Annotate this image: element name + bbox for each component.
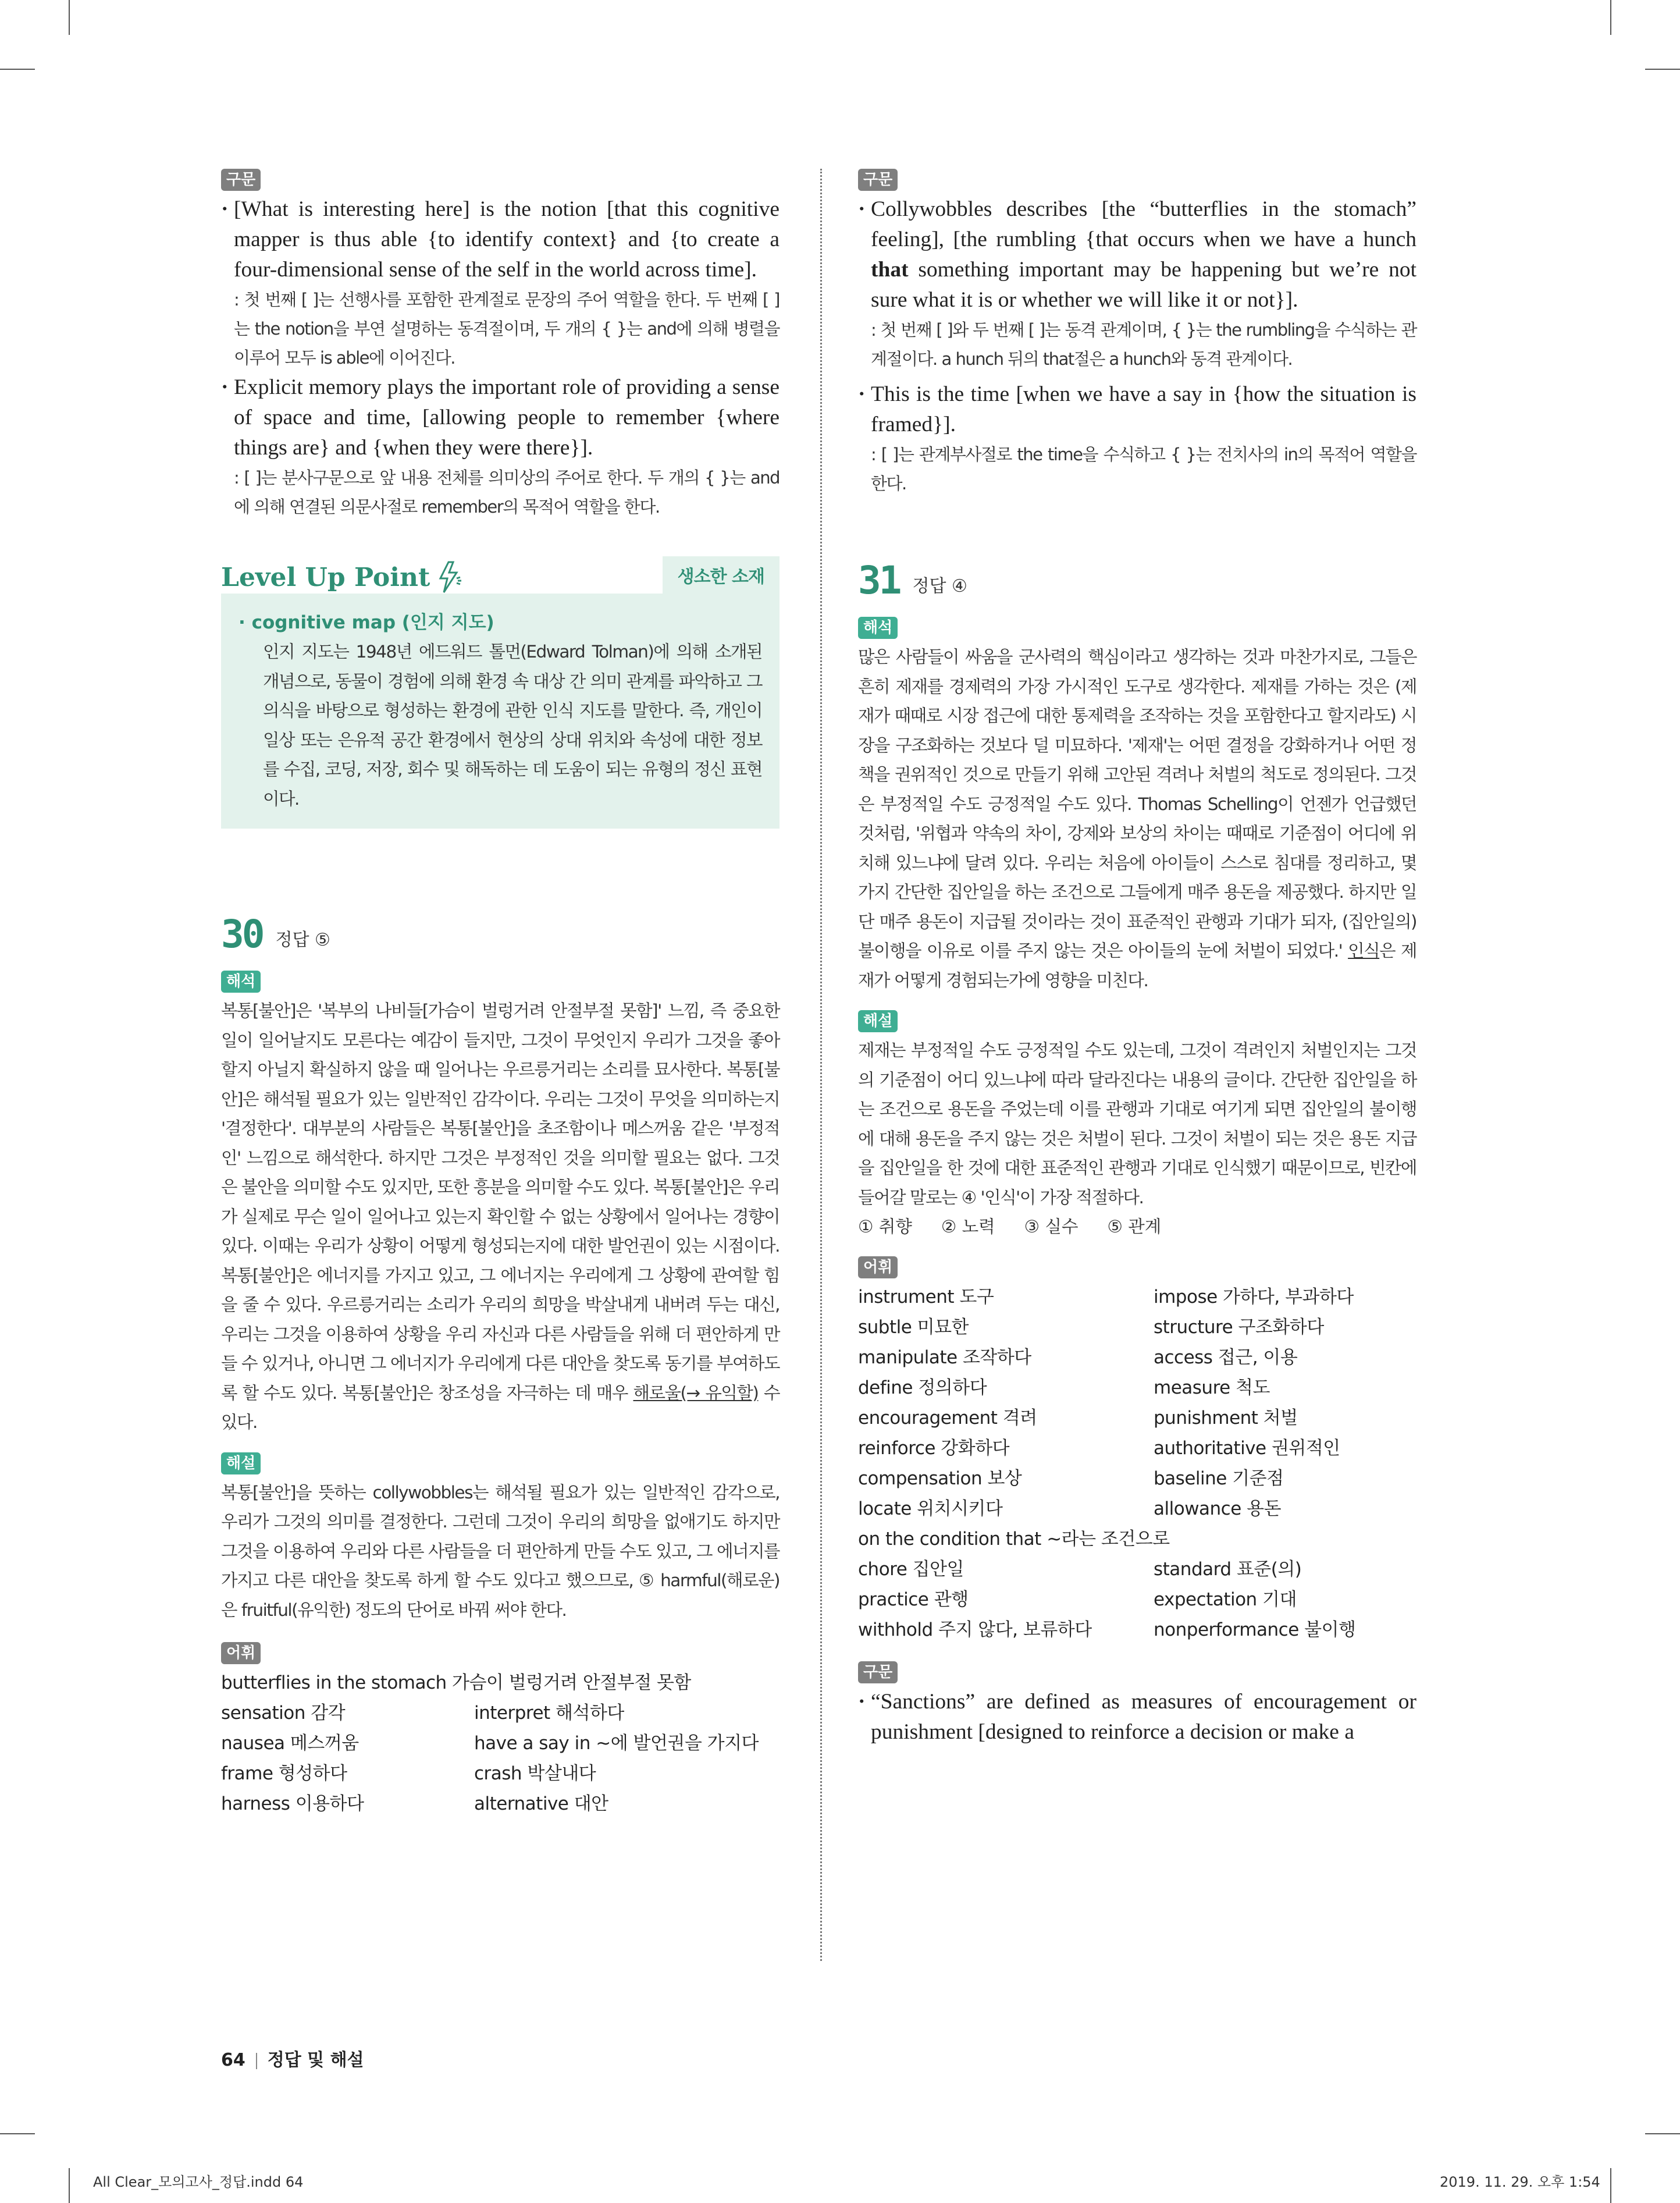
vocab-item: practice 관행: [858, 1589, 969, 1610]
crop-mark: [0, 69, 35, 70]
choice-item: ③ 실수: [1024, 1217, 1079, 1236]
choice-item: ① 취향: [858, 1217, 912, 1236]
vocab-list: [858, 1282, 1416, 1645]
print-slug-date: 2019. 11. 29. 오후 1:54: [1440, 2174, 1600, 2190]
question-number: 30: [221, 912, 263, 957]
question-number: 31: [858, 558, 900, 603]
gumun-note-2: : [ ]는 관계부사절로 the time을 수식하고 { }는 전치사의 in의 목적어 역할을 한다.: [871, 445, 1416, 493]
gumun-badge: 구문: [858, 169, 898, 191]
vocab-item: measure 척도: [1154, 1377, 1270, 1398]
vocab-item: allowance 용돈: [1154, 1498, 1282, 1519]
answer-label: 정답 ④: [912, 576, 967, 596]
vocab-item: compensation 보상: [858, 1468, 1022, 1489]
gumun-sentence-1: · [What is interesting here] is the notion [that this cognitive mapper is thus able {to identify context} and {to create a four-dimensional sense of the self in the world across time].: [221, 194, 780, 285]
level-up-body: 인지 지도는 1948년 에드워드 톨먼(Edward Tolman)에 의해 소개된 개념으로, 동물이 경험에 의해 환경 속 대상 간 의미 관계를 파악하고 그 의식을 바탕으로 형성하는 환경에 관한 인식 지도를 말한다. 즉, 개인이 일상 또는 은유적 공간 환경에서 현상의 상대 위치와 속성에 대한 정보를 수집, 코딩, 저장, 회수 및 해독하는 데 도움이 되는 유형의 정신 표현이다.: [263, 642, 762, 809]
gumun-note-2: : [ ]는 분사구문으로 앞 내용 전체를 의미상의 주어로 한다. 두 개의 { }는 and에 의해 연결된 의문사절로 remember의 목적어 역할을 한다.: [234, 468, 780, 517]
crop-mark: [1610, 2168, 1611, 2203]
level-up-point: [221, 553, 780, 829]
vocab-item: sensation 감각: [221, 1703, 346, 1724]
vocab-item: instrument 도구: [858, 1287, 994, 1307]
gumun-note-1: : 첫 번째 [ ]와 두 번째 [ ]는 동격 관계이며, { }는 the rumbling을 수식하는 관계절이다. a hunch 뒤의 that절은 a hunch와 동격 관계이다.: [871, 320, 1416, 369]
haeseok-badge: 해석: [221, 971, 261, 993]
vocab-item: harness 이용하다: [221, 1793, 364, 1814]
column-divider: [820, 169, 822, 1961]
vocab-item: have a say in ~에 발언권을 가지다: [474, 1733, 759, 1754]
vocab-item: define 정의하다: [858, 1377, 987, 1398]
haeseok-text: 많은 사람들이 싸움을 군사력의 핵심이라고 생각하는 것과 마찬가지로, 그들은 흔히 제재를 경제력의 가장 가시적인 도구로 생각한다. 제재를 가하는 것은 (제재가 때때로 시장 접근에 대한 통제력을 조작하는 것을 포함한다고 할지라도) 시장을 구조화하는 것보다 덜 미묘하다. '제재'는 어떤 결정을 강화하거나 어떤 정책을 권위적인 것으로 만들기 위해 고안된 격려나 처벌의 척도로 정의된다. 그것은 부정적일 수도 긍정적일 수도 있다. Thomas Schelling이 언젠가 언급했던 것처럼, '위협과 약속의 차이, 강제와 보상의 차이는 때때로 기준점이 어디에 위치해 있느냐에 달려 있다. 우리는 처음에 아이들이 스스로 침대를 정리하고, 몇 가지 간단한 집안일을 하는 조건으로 그들에게 매주 용돈을 제공했다. 하지만 일단 매주 용돈이 지급될 것이라는 것이 표준적인 관행과 기대가 되자, (집안일의) 불이행을 이유로 이를 주지 않는 것은 아이들의 눈에 처벌이 되었다.' 인식은 제재가 어떻게 경험되는가에 영향을 미친다.: [858, 647, 1416, 990]
vocab-item: punishment 처벌: [1154, 1408, 1298, 1429]
footer-separator: [256, 2053, 257, 2069]
vocab-item: manipulate 조작하다: [858, 1347, 1031, 1368]
vocab-item: alternative 대안: [474, 1793, 608, 1814]
haeseol-badge: 해설: [221, 1452, 261, 1474]
vocab-item: nausea 메스꺼움: [221, 1733, 359, 1754]
section-title: 정답 및 해설: [267, 2050, 364, 2070]
vocab-item: expectation 기대: [1154, 1589, 1297, 1610]
right-column: [858, 169, 1416, 1747]
crop-mark: [1645, 2133, 1680, 2134]
left-gumun-section: [221, 169, 780, 521]
left-column: [221, 169, 780, 1819]
gumun-sentence-2: · This is the time [when we have a say in {how the situation is framed}].: [858, 379, 1416, 440]
crop-mark: [69, 2168, 70, 2203]
haeseol-text: 복통[불안]을 뜻하는 collywobbles는 해석될 필요가 있는 일반적인 감각으로, 우리가 그것의 의미를 결정한다. 그런데 그것이 우리의 희망을 없애기도 하지만 그것을 이용하여 우리와 다른 사람들을 더 편안하게 만들 수도 있고, 그 에너지를 가지고 다른 대안을 찾도록 하게 할 수도 있다고 했으므로, ⑤ harmful(해로운)은 fruitful(유익한) 정도의 단어로 바꿔 써야 한다.: [221, 1482, 780, 1620]
haeseol-badge: 해설: [858, 1010, 898, 1032]
gumun-sentence: · “Sanctions” are defined as measures of encouragement or punishment [designed to reinforce a decision or make a: [858, 1687, 1416, 1747]
gumun-sentence-1: · Collywobbles describes [the “butterflies in the stomach” feeling], [the rumbling {that occurs when we have a hunch that something important may be happening but we’re not sure what it is or whether we will like it or not}].: [858, 194, 1416, 315]
underlined-word: 인식: [1348, 941, 1380, 961]
vocab-item: baseline 기준점: [1154, 1468, 1284, 1489]
vocab-item: reinforce 강화하다: [858, 1438, 1010, 1459]
vocab-item: subtle 미묘한: [858, 1317, 969, 1338]
gumun-sentence-2: · Explicit memory plays the important role of providing a sense of space and time, [allowing people to remember {where things are} and {when they were there}].: [221, 372, 780, 463]
level-up-tag: 생소한 소재: [663, 556, 780, 594]
vocab-item: crash 박살내다: [474, 1763, 596, 1784]
level-up-title: Level Up Point: [221, 562, 430, 592]
haeseol-text: 제재는 부정적일 수도 긍정적일 수도 있는데, 그것이 격려인지 처벌인지는 그것의 기준점이 어디 있느냐에 따라 달라진다는 내용의 글이다. 간단한 집안일을 하는 조건으로 용돈을 주었는데 이를 관행과 기대로 여기게 되면 집안일의 불이행에 대해 용돈을 주지 않는 것은 처벌이 된다. 그것이 처벌이 되는 것은 용돈 지급을 집안일을 한 것에 대한 표준적인 관행과 기대로 인식했기 때문이므로, 빈칸에 들어갈 말로는 ④ '인식'이 가장 적절하다.: [858, 1040, 1416, 1207]
vocab-item: butterflies in the stomach 가슴이 벌렁거려 안절부절 못함: [221, 1672, 691, 1693]
vocab-item: withhold 주지 않다, 보류하다: [858, 1619, 1092, 1640]
crop-mark: [1645, 69, 1680, 70]
vocab-item: nonperformance 불이행: [1154, 1619, 1356, 1640]
vocab-item: impose 가하다, 부과하다: [1154, 1287, 1354, 1307]
question-31: [858, 558, 1416, 1747]
haeseok-badge: 해석: [858, 617, 898, 639]
vocab-item: on the condition that ~라는 조건으로: [858, 1529, 1170, 1550]
vocab-item: interpret 해석하다: [474, 1703, 624, 1724]
vocab-badge: 어휘: [221, 1642, 261, 1664]
crop-mark: [1610, 0, 1611, 35]
crop-mark: [0, 2133, 35, 2134]
choice-item: ② 노력: [941, 1217, 995, 1236]
choice-list: [858, 1212, 1416, 1241]
answer-label: 정답 ⑤: [275, 930, 330, 950]
vocab-item: chore 집안일: [858, 1559, 964, 1580]
vocab-badge: 어휘: [858, 1256, 898, 1278]
gumun-note-1: : 첫 번째 [ ]는 선행사를 포함한 관계절로 문장의 주어 역할을 한다. 두 번째 [ ]는 the notion을 부연 설명하는 동격절이며, 두 개의 { }는 and에 의해 병렬을 이루어 모두 is able에 이어진다.: [234, 290, 780, 368]
vocab-item: access 접근, 이용: [1154, 1347, 1298, 1368]
gumun-badge: 구문: [221, 169, 261, 191]
vocab-item: encouragement 격려: [858, 1408, 1037, 1429]
page-footer: [221, 2045, 364, 2071]
haeseok-text: 복통[불안]은 '복부의 나비들[가슴이 벌렁거려 안절부절 못함]' 느낌, 즉 중요한 일이 일어날지도 모른다는 예감이 들지만, 그것이 무엇인지 우리가 그것을 좋아할지 아닐지 확실하지 않을 때 일어나는 우르릉거리는 소리를 묘사한다. 복통[불안]은 해석될 필요가 있는 일반적인 감각이다. 우리는 그것이 무엇을 의미하는지 '결정한다'. 대부분의 사람들은 복통[불안]을 초조함이나 메스꺼움 같은 '부정적인' 느낌으로 해석한다. 하지만 그것은 부정적인 것을 의미할 필요는 없다. 그것은 불안을 의미할 수도 있지만, 또한 흥분을 의미할 수도 있다. 복통[불안]은 우리가 실제로 무슨 일이 일어나고 있는지 확인할 수 없는 상황에서 일어나는 경향이 있다. 이때는 우리가 상황이 어떻게 형성되는지에 대한 발언권이 있는 시점이다. 복통[불안]은 에너지를 가지고 있고, 그 에너지는 우리에게 그 상황에 관여할 힘을 줄 수 있다. 우르릉거리는 소리가 우리의 희망을 박살내게 내버려 두는 대신, 우리는 그것을 이용하여 상황을 우리 자신과 다른 사람들을 위해 더 편안하게 만들 수 있거나, 아니면 그 에너지가 우리에게 다른 대안을 찾도록 동기를 부여하도록 할 수도 있다. 복통[불안]은 창조성을 자극하는 데 매우 해로울(→ 유익할) 수 있다.: [221, 1001, 780, 1432]
page-number: 64: [221, 2050, 245, 2070]
underlined-word: 해로울(→ 유익할): [633, 1383, 759, 1403]
vocab-list: [221, 1668, 780, 1819]
choice-item: ⑤ 관계: [1107, 1217, 1162, 1236]
vocab-item: authoritative 권위적인: [1154, 1438, 1340, 1459]
level-up-heading: · cognitive map (인지 지도): [239, 612, 494, 633]
vocab-item: locate 위치시키다: [858, 1498, 1003, 1519]
vocab-item: standard 표준(의): [1154, 1559, 1302, 1580]
print-slug-file: All Clear_모의고사_정답.indd 64: [93, 2174, 304, 2190]
vocab-item: frame 형성하다: [221, 1763, 347, 1784]
right-gumun-section: [858, 169, 1416, 498]
vocab-item: structure 구조화하다: [1154, 1317, 1324, 1338]
question-30: [221, 912, 780, 1819]
level-up-box: [221, 594, 780, 829]
lightning-icon: [435, 561, 461, 594]
crop-mark: [69, 0, 70, 35]
gumun-badge: 구문: [858, 1661, 898, 1683]
